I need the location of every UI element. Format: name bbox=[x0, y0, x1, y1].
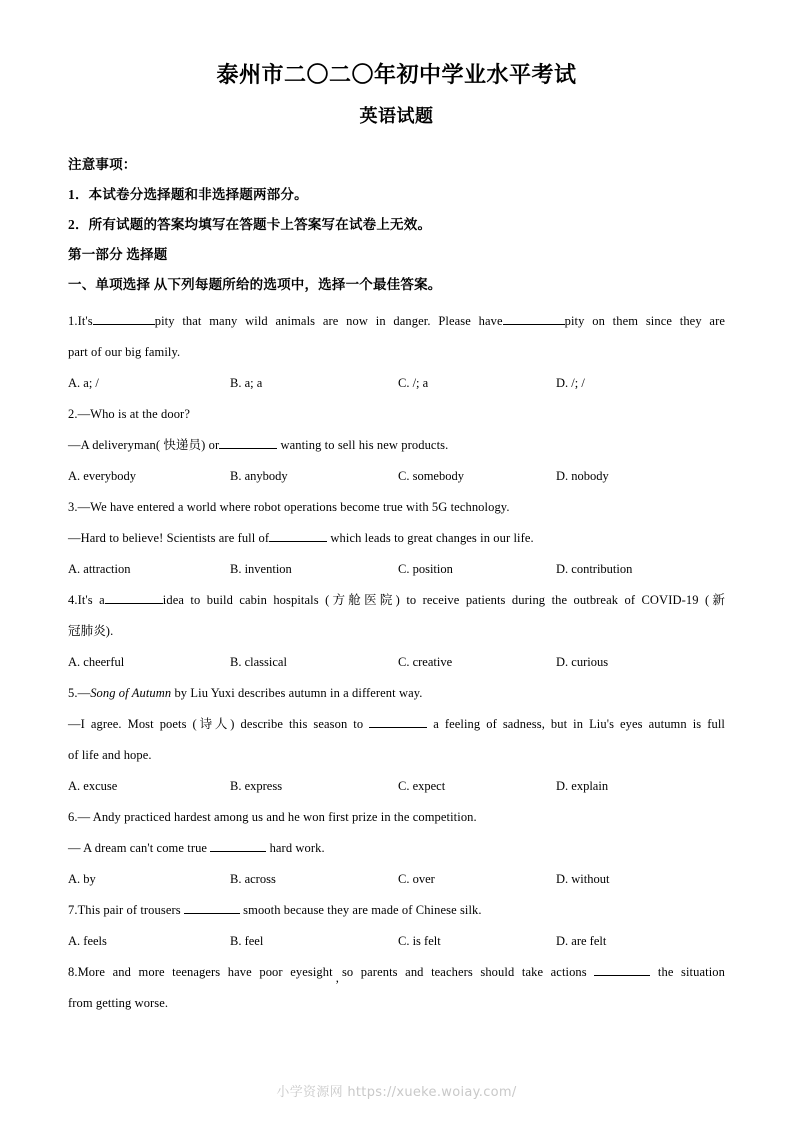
question-5-stem-line-2 bbox=[68, 709, 725, 740]
question-5-stem-line-3: of life and hope. bbox=[68, 748, 152, 762]
question-2-stem-line-2 bbox=[68, 430, 725, 461]
question-4-option-b[interactable]: B. classical bbox=[230, 655, 287, 669]
question-3-option-a[interactable]: A. attraction bbox=[68, 562, 131, 576]
question-2-text-b: wanting to sell his new products. bbox=[280, 438, 449, 452]
question-5-options bbox=[68, 771, 725, 802]
question-3-option-b[interactable]: B. invention bbox=[230, 562, 292, 576]
question-7-text-b: smooth because they are made of Chinese silk. bbox=[243, 903, 482, 917]
question-7-options bbox=[68, 926, 725, 957]
question-3-text-a: —Hard to believe! Scientists are full of bbox=[68, 531, 270, 545]
question-1-option-a[interactable]: A. a; / bbox=[68, 376, 99, 390]
question-1-stem-line-2: part of our big family. bbox=[68, 345, 181, 359]
question-3-blank-1[interactable] bbox=[269, 530, 327, 542]
question-6-option-a[interactable]: A. by bbox=[68, 872, 96, 886]
question-1-text-b: pity that many wild animals are now in danger. Please have bbox=[154, 314, 503, 328]
notice-heading: 注意事项： bbox=[68, 157, 137, 172]
question-2-text-a: —A deliveryman( 快递员) or bbox=[68, 438, 220, 452]
question-2-option-b[interactable]: B. anybody bbox=[230, 469, 288, 483]
question-4-option-d[interactable]: D. curious bbox=[556, 655, 609, 669]
question-1-blank-1[interactable] bbox=[93, 313, 155, 325]
question-4-options bbox=[68, 647, 725, 678]
question-6-option-d[interactable]: D. without bbox=[556, 872, 610, 886]
question-4-option-c[interactable]: C. creative bbox=[398, 655, 453, 669]
question-2-option-a[interactable]: A. everybody bbox=[68, 469, 137, 483]
question-3-stem-line-1: 3.—We have entered a world where robot operations become true with 5G technology. bbox=[68, 500, 510, 514]
question-6-options bbox=[68, 864, 725, 895]
question-5-option-b[interactable]: B. express bbox=[230, 779, 283, 793]
question-7-option-b[interactable]: B. feel bbox=[230, 934, 264, 948]
question-8-stem-line-2: from getting worse. bbox=[68, 996, 169, 1010]
question-5-text-b: a feeling of sadness, but in Liu's eyes autumn is full bbox=[433, 717, 725, 731]
question-7-blank-1[interactable] bbox=[184, 902, 240, 914]
question-7-text-a: 7.This pair of trousers bbox=[68, 903, 181, 917]
question-6-option-c[interactable]: C. over bbox=[398, 872, 435, 886]
question-1 bbox=[68, 306, 725, 399]
question-1-stem-line-1 bbox=[68, 306, 725, 337]
question-8-blank-1[interactable] bbox=[594, 964, 650, 976]
site-watermark: 小学资源网 https://xueke.woiay.com/ bbox=[276, 1085, 517, 1100]
page-subtitle: 英语试题 bbox=[359, 106, 434, 126]
question-1-option-c[interactable]: C. /; a bbox=[398, 376, 429, 390]
question-1-options bbox=[68, 368, 725, 399]
question-3-options bbox=[68, 554, 725, 585]
section-one-heading: 一、单项选择 从下列每题所给的选项中，选择一个最佳答案。 bbox=[68, 277, 442, 292]
question-7-option-c[interactable]: C. is felt bbox=[398, 934, 441, 948]
question-4-stem-line-2: 冠肺炎). bbox=[68, 624, 114, 638]
question-6-stem-line-1: 6.— Andy practiced hardest among us and he won first prize in the competition. bbox=[68, 810, 477, 824]
question-6-text-b: hard work. bbox=[269, 841, 325, 855]
question-8 bbox=[68, 957, 725, 1019]
question-1-text-a: 1.It's bbox=[68, 314, 93, 328]
question-7-option-a[interactable]: A. feels bbox=[68, 934, 107, 948]
question-5-option-c[interactable]: C. expect bbox=[398, 779, 446, 793]
question-2-options bbox=[68, 461, 725, 492]
question-1-option-d[interactable]: D. /; / bbox=[556, 376, 585, 390]
question-7-option-d[interactable]: D. are felt bbox=[556, 934, 607, 948]
question-3-option-c[interactable]: C. position bbox=[398, 562, 453, 576]
question-7 bbox=[68, 895, 725, 957]
question-2-option-d[interactable]: D. nobody bbox=[556, 469, 609, 483]
question-2-blank-1[interactable] bbox=[219, 437, 277, 449]
question-6-text-a: — A dream can't come true bbox=[68, 841, 208, 855]
question-7-stem-line-1 bbox=[68, 895, 725, 926]
question-3-stem-line-2 bbox=[68, 523, 725, 554]
question-5-option-d[interactable]: D. explain bbox=[556, 779, 609, 793]
question-6-blank-1[interactable] bbox=[210, 840, 266, 852]
question-3 bbox=[68, 492, 725, 585]
question-4-text-b: idea to build cabin hospitals (方舱医院) to receive patients during the outbreak of COVID-19 (新 bbox=[162, 593, 725, 607]
question-3-option-d[interactable]: D. contribution bbox=[556, 562, 633, 576]
question-2-option-c[interactable]: C. somebody bbox=[398, 469, 464, 483]
question-1-option-b[interactable]: B. a; a bbox=[230, 376, 263, 390]
question-2-stem-line-1: 2.—Who is at the door? bbox=[68, 407, 190, 421]
notice-item-2: 2．所有试题的答案均填写在答题卡上答案写在试卷上无效。 bbox=[68, 217, 432, 232]
question-8-text-a: 8.More and more teenagers have poor eyesight bbox=[68, 965, 333, 979]
question-5-title-italic: Song of Autumn bbox=[90, 686, 172, 700]
question-6-stem-line-2 bbox=[68, 833, 725, 864]
question-6 bbox=[68, 802, 725, 895]
notice-block bbox=[68, 150, 725, 300]
question-2 bbox=[68, 399, 725, 492]
notice-item-1: 1．本试卷分选择题和非选择题两部分。 bbox=[68, 187, 308, 202]
question-5-blank-1[interactable] bbox=[369, 716, 427, 728]
question-3-text-b: which leads to great changes in our life. bbox=[330, 531, 534, 545]
question-8-lowered-comma: , bbox=[335, 971, 339, 985]
question-5-text-post: by Liu Yuxi describes autumn in a different way. bbox=[171, 686, 423, 700]
question-5-option-a[interactable]: A. excuse bbox=[68, 779, 118, 793]
question-4-blank-1[interactable] bbox=[105, 592, 163, 604]
questions-list bbox=[68, 306, 725, 1019]
question-5 bbox=[68, 678, 725, 802]
question-5-text-pre: 5.— bbox=[68, 686, 91, 700]
question-4 bbox=[68, 585, 725, 678]
question-8-text-c: the situation bbox=[657, 965, 725, 979]
question-8-text-b: so parents and teachers should take actions bbox=[341, 965, 587, 979]
question-4-stem-line-1 bbox=[68, 585, 725, 616]
question-5-text-a: —I agree. Most poets (诗人) describe this season to bbox=[68, 717, 364, 731]
section-part-one: 第一部分 选择题 bbox=[68, 247, 168, 262]
question-4-option-a[interactable]: A. cheerful bbox=[68, 655, 125, 669]
question-5-stem-line-1 bbox=[68, 678, 725, 709]
question-1-text-c: pity on them since they are bbox=[564, 314, 725, 328]
question-4-text-a: 4.It's a bbox=[68, 593, 105, 607]
question-1-blank-2[interactable] bbox=[503, 313, 565, 325]
question-6-option-b[interactable]: B. across bbox=[230, 872, 276, 886]
page-title: 泰州市二〇二〇年初中学业水平考试 bbox=[216, 62, 577, 87]
question-8-stem-line-1 bbox=[68, 957, 725, 988]
